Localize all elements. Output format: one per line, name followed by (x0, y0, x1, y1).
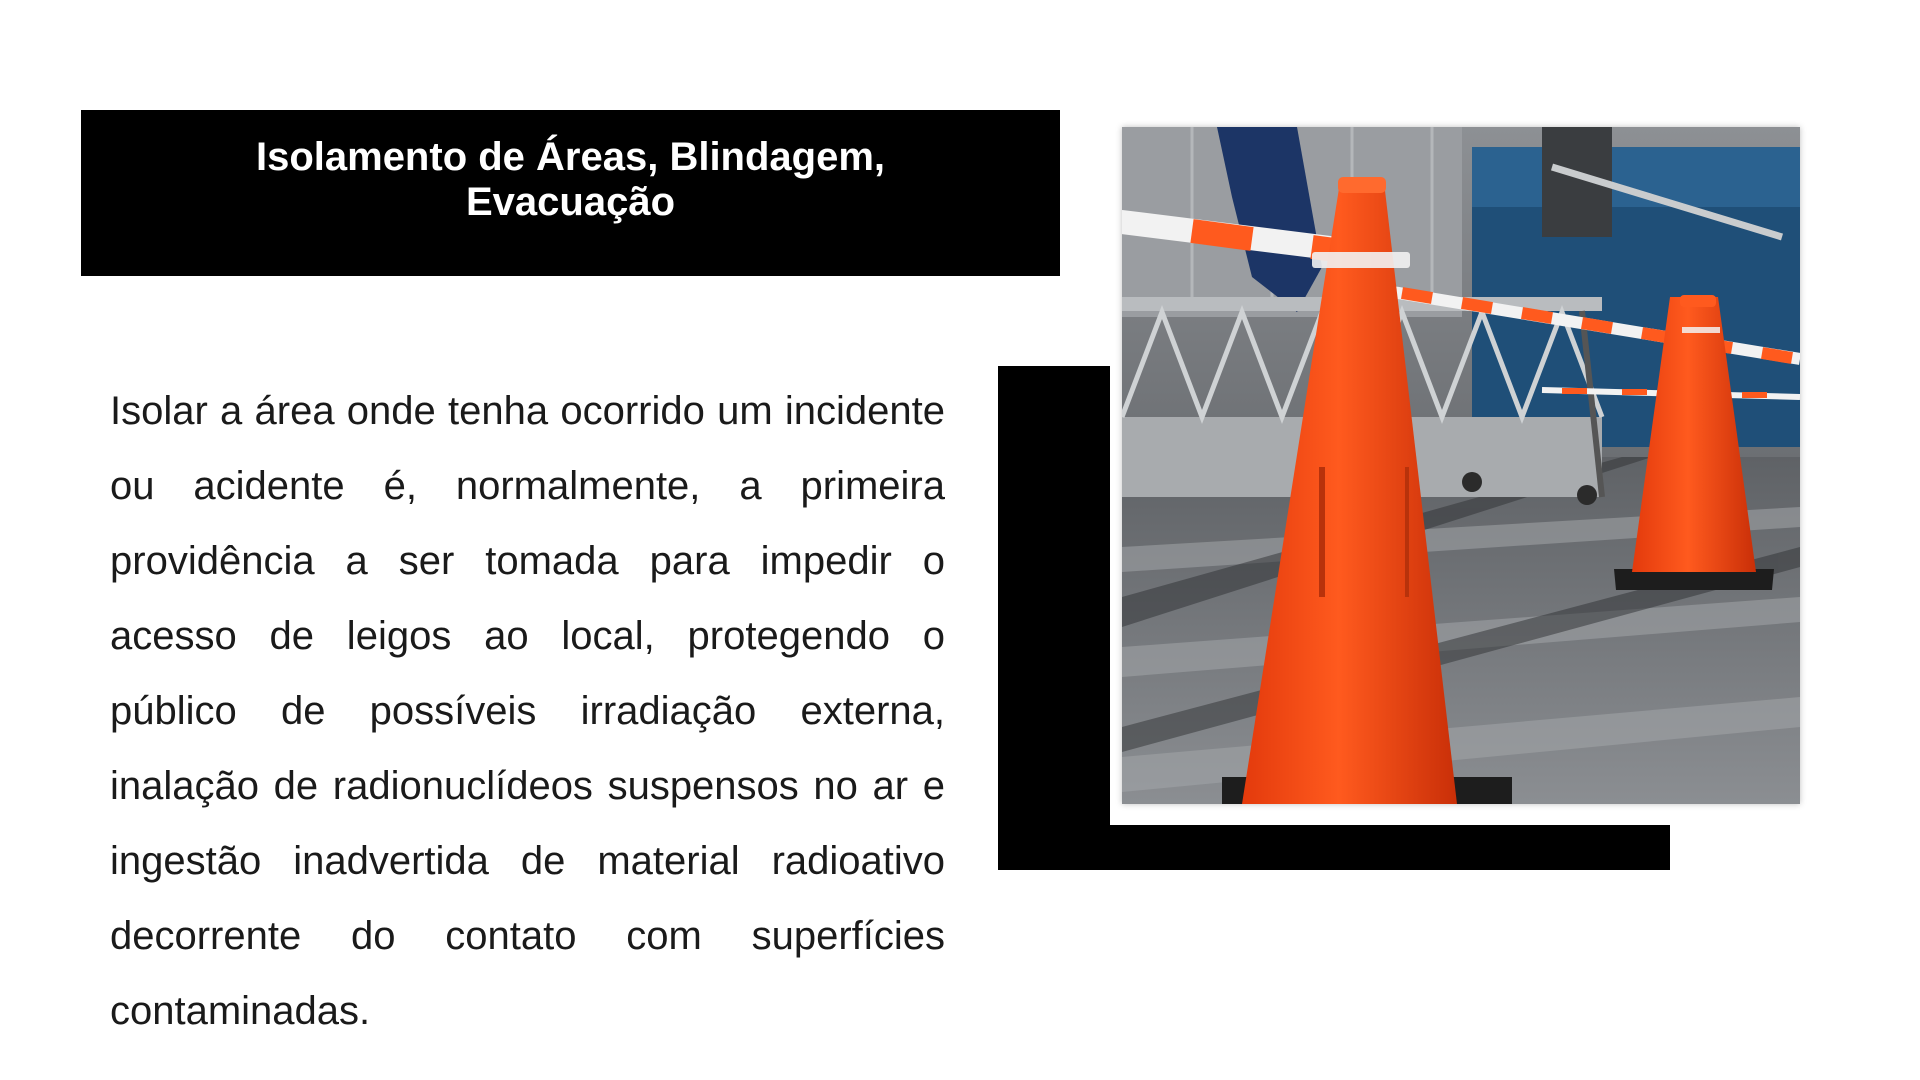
slide-body-text: Isolar a área onde tenha ocorrido um incidente ou acidente é, normalmente, a primeira providência a ser tomada para impedir o acesso de leigos ao local, protegendo o público de possíveis irradiação externa, inalação de radionuclídeos suspensos no ar e ingestão inadvertida de material radioativo decorrente do contato com superfícies contaminadas. (110, 389, 945, 1033)
decorative-frame-horizontal (998, 825, 1670, 870)
slide-title: Isolamento de Áreas, Blindagem, Evacuação (255, 135, 886, 224)
traffic-cones-photo (1122, 127, 1800, 804)
decorative-frame-vertical (998, 366, 1110, 870)
title-box (81, 110, 1060, 276)
